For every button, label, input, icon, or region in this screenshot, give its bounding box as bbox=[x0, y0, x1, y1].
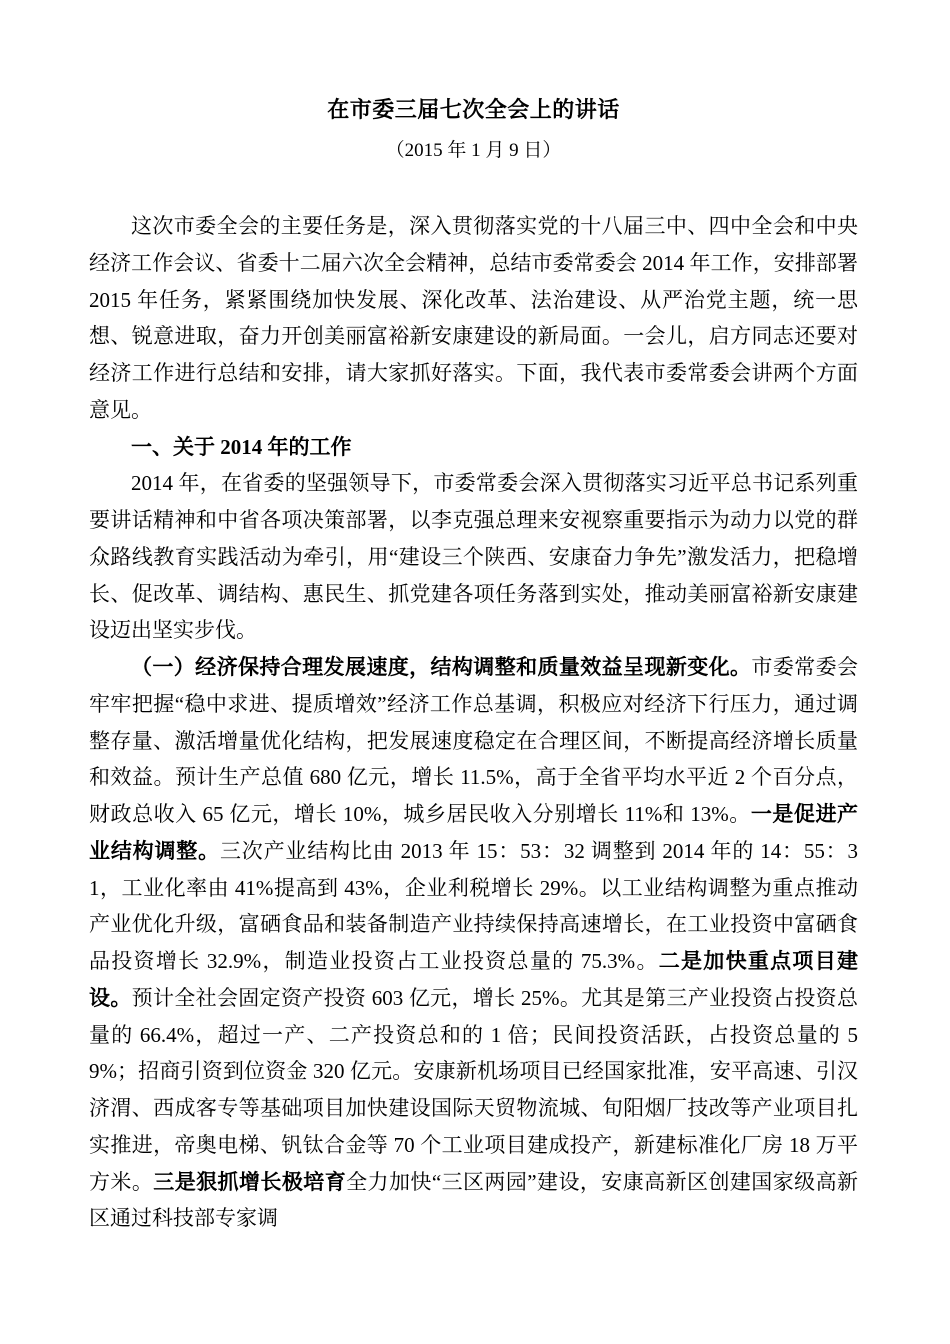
document-title: 在市委三届七次全会上的讲话 bbox=[327, 97, 620, 122]
paragraph-2014-overview bbox=[89, 465, 858, 649]
bold-text-run: 二是加快重点项目建设。 bbox=[89, 949, 858, 1010]
document-date: （2015 年 1 月 9 日） bbox=[385, 140, 562, 161]
section-heading-2014-work bbox=[89, 429, 858, 466]
paragraph-economy bbox=[89, 649, 858, 1237]
bold-text-run: 三是狠抓增长极培育 bbox=[153, 1169, 347, 1194]
text-run: 全力加快“三区两园”建设，安康高新区创建国家级高新区通过科技部专家调 bbox=[89, 1169, 859, 1231]
text-run: 2014 年，在省委的坚强领导下，市委常委会深入贯彻落实习近平总书记系列重要讲话精神和中省各项决策部署，以李克强总理来安视察重要指示为动力以党的群众路线教育实践活动为牵引，用“建设三个陕西、安康奋力争先”激发活力，把稳增长、促改革、调结构、惠民生、抓党建各项任务落到实处，推动美丽富裕新安康建设迈出坚实步伐。 bbox=[89, 471, 858, 643]
bold-text-run: （一）经济保持合理发展速度，结构调整和质量效益呈现新变化。 bbox=[131, 655, 752, 679]
text-run: 三次产业结构比由 2013 年 15：53：32 调整到 2014 年的 14：55：31，工业化率由 41%提高到 43%，企业利税增长 29%。以工业结构调整为重点推动产业优化升级，富硒食品和装备制造产业持续保持高速增长，在工业投资中富硒食品投资增长 32.9%，制造业投资占工业投资总量的 75.3%。 bbox=[89, 838, 859, 973]
bold-text-run: 一、关于 2014 年的工作 bbox=[131, 434, 352, 459]
bold-text-run: 一是促进产业结构调整。 bbox=[89, 802, 859, 863]
text-run: 这次市委全会的主要任务是，深入贯彻落实党的十八届三中、四中全会和中央经济工作会议、省委十二届六次全会精神，总结市委常委会 2014 年工作，安排部署 2015 年任务，紧紧围绕加快发展、深化改革、法治建设、从严治党主题，统一思想、锐意进取，奋力开创美丽富裕新安康建设的新局面。一会儿，启方同志还要对经济工作进行总结和安排，请大家抓好落实。下面，我代表市委常委会讲两个方面意见。 bbox=[89, 214, 858, 422]
text-run: 预计全社会固定资产投资 603 亿元，增长 25%。尤其是第三产业投资占投资总量的 66.4%，超过一产、二产投资总和的 1 倍；民间投资活跃，占投资总量的 59%；招商引资到位资金 320 亿元。安康新机场项目已经国家批准，安平高速、引汉济渭、西成客专等基础项目加快建设国际天贸物流城、旬阳烟厂技改等产业项目扎实推进，帝奥电梯、钒钛合金等 70 个工业项目建成投产，新建标准化厂房 18 万平方米。 bbox=[89, 985, 859, 1194]
document-body bbox=[89, 208, 858, 1237]
paragraph-intro bbox=[89, 208, 858, 429]
text-run: 市委常委会牢牢把握“稳中求进、提质增效”经济工作总基调，积极应对经济下行压力，通过调整存量、激活增量优化结构，把发展速度稳定在合理区间，不断提高经济增长质量和效益。预计生产总值 680 亿元，增长 11.5%，高于全省平均水平近 2 个百分点，财政总收入 65 亿元，增长 10%，城乡居民收入分别增长 11%和 13%。 bbox=[89, 655, 858, 826]
